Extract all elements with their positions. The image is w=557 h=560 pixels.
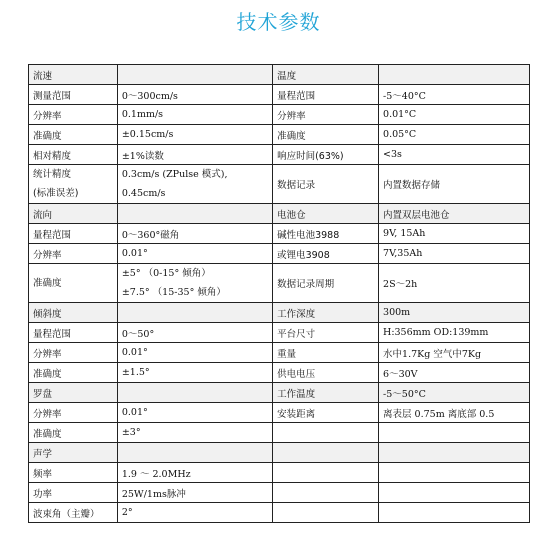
left-label-cell: 测量范围 [29,85,118,105]
right-value-cell [379,65,530,85]
left-label-cell: 准确度 [29,423,118,443]
left-label-cell: 流向 [29,204,118,224]
right-value-cell: 9V, 15Ah [379,224,530,244]
table-row [29,244,530,264]
right-value-cell: 内置数据存储 [379,165,530,204]
left-label-cell: 量程范围 [29,323,118,343]
right-label-cell: 温度 [273,65,379,85]
right-label-cell [273,423,379,443]
left-label-cell: 频率 [29,463,118,483]
right-value-cell: 内置双层电池仓 [379,204,530,224]
table-row [29,85,530,105]
section-row [29,204,530,224]
table-row [29,105,530,125]
left-label-cell: 相对精度 [29,145,118,165]
left-label-cell: 量程范围 [29,224,118,244]
table-row [29,165,530,204]
right-value-cell [379,443,530,463]
left-value-cell: ±1%读数 [117,145,272,165]
right-label-cell: 平台尺寸 [273,323,379,343]
left-value-cell [117,443,272,463]
left-label-cell: 声学 [29,443,118,463]
right-value-cell: 2S～2h [379,264,530,303]
left-value-line-2: 0.45cm/s [121,188,166,199]
left-label-cell: 倾斜度 [29,303,118,323]
section-row [29,303,530,323]
left-label-line-1: 统计精度 [33,169,72,180]
left-value-line-1: 0.3cm/s (ZPulse 模式), [121,169,228,180]
left-value-cell: 25W/1ms脉冲 [117,483,272,503]
left-value-cell: 0～300cm/s [117,85,272,105]
left-value-cell [117,264,272,303]
right-value-cell [379,463,530,483]
left-label-cell: 罗盘 [29,383,118,403]
left-label-cell: 波束角（主瓣） [29,503,118,523]
left-value-cell: ±1.5° [117,363,272,383]
left-label-cell: 分辨率 [29,343,118,363]
right-value-cell: -5～50°C [379,383,530,403]
left-value-cell: 0.01° [117,343,272,363]
left-value-cell: ±3° [117,423,272,443]
right-label-cell [273,443,379,463]
right-label-cell: 量程范围 [273,85,379,105]
left-value-cell [117,303,272,323]
left-label-cell [29,264,118,303]
table-row [29,403,530,423]
page-title: 技术参数 [236,10,321,34]
left-value-cell: 0.01° [117,244,272,264]
right-label-cell: 或锂电3908 [273,244,379,264]
left-value-cell [117,383,272,403]
table-row [29,125,530,145]
right-value-cell [379,423,530,443]
left-value-cell: 2° [117,503,272,523]
spec-table-body [29,65,530,523]
table-row [29,343,530,363]
table-row [29,224,530,244]
table-row [29,145,530,165]
table-row [29,503,530,523]
right-value-cell: 水中1.7Kg 空气中7Kg [379,343,530,363]
right-label-cell: 碱性电池3988 [273,224,379,244]
table-row [29,323,530,343]
left-value-cell [117,165,272,204]
right-value-cell: 0.01°C [379,105,530,125]
left-value-cell: ±0.15cm/s [117,125,272,145]
left-value-line-1: ±5° （0-15° 倾角） [121,268,211,279]
left-value-line-2: ±7.5° （15-35° 倾角） [121,287,226,298]
right-label-cell: 准确度 [273,125,379,145]
left-label-cell: 准确度 [29,125,118,145]
section-row [29,65,530,85]
right-value-cell: -5～40°C [379,85,530,105]
left-label-cell: 分辨率 [29,403,118,423]
left-label-cell: 功率 [29,483,118,503]
right-value-cell: 6～30V [379,363,530,383]
table-row [29,483,530,503]
right-label-cell: 重量 [273,343,379,363]
right-label-cell: 供电电压 [273,363,379,383]
left-label-line-2: (标准误差) [33,188,79,199]
right-value-cell: H:356mm OD:139mm [379,323,530,343]
right-label-cell: 工作温度 [273,383,379,403]
left-label-cell: 分辨率 [29,244,118,264]
table-row [29,463,530,483]
section-row [29,443,530,463]
left-value-cell: 0.1mm/s [117,105,272,125]
right-value-cell: 7V,35Ah [379,244,530,264]
table-row [29,363,530,383]
left-value-cell: 0.01° [117,403,272,423]
right-label-cell: 数据记录 [273,165,379,204]
right-value-cell: 0.05°C [379,125,530,145]
left-label-line-1: 准确度 [33,277,62,289]
left-value-cell: 0～360°磁角 [117,224,272,244]
table-row [29,423,530,443]
spec-table [28,64,530,523]
left-label-cell [29,165,118,204]
right-label-cell: 分辨率 [273,105,379,125]
left-value-cell [117,65,272,85]
right-value-cell: 300m [379,303,530,323]
left-label-cell: 分辨率 [29,105,118,125]
right-label-cell: 安装距离 [273,403,379,423]
table-row [29,264,530,303]
right-value-cell: 离表层 0.75m 离底部 0.5 [379,403,530,423]
right-label-cell: 响应时间(63%) [273,145,379,165]
right-label-cell [273,463,379,483]
left-label-cell: 准确度 [29,363,118,383]
left-value-cell: 1.9 ～ 2.0MHz [117,463,272,483]
right-label-cell: 数据记录周期 [273,264,379,303]
right-value-cell: <3s [379,145,530,165]
left-value-cell: 0～50° [117,323,272,343]
right-label-cell [273,503,379,523]
section-row [29,383,530,403]
right-value-cell [379,503,530,523]
left-label-cell: 流速 [29,65,118,85]
right-value-cell [379,483,530,503]
right-label-cell: 工作深度 [273,303,379,323]
right-label-cell [273,483,379,503]
right-label-cell: 电池仓 [273,204,379,224]
left-value-cell [117,204,272,224]
